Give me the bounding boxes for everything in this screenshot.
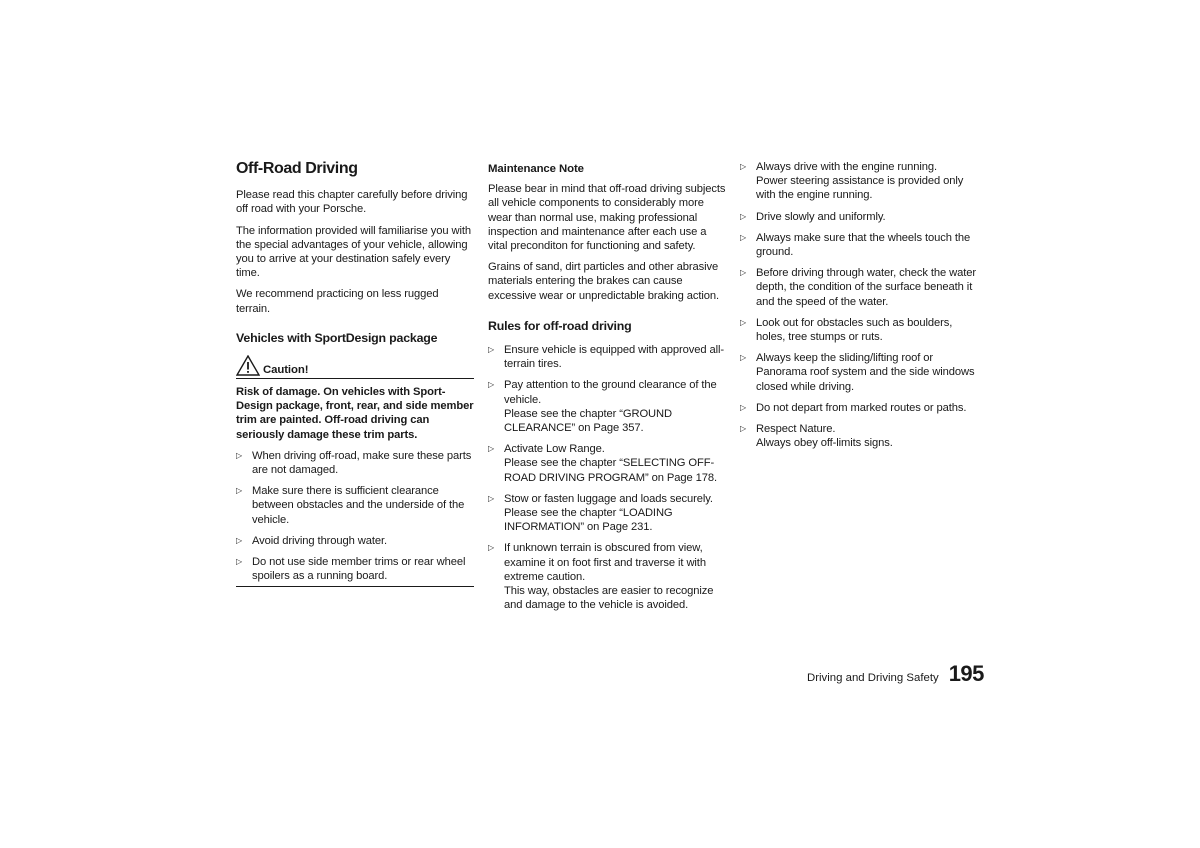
list-item: ▷ Look out for obstacles such as boulders, holes, tree stumps or ruts. [740, 316, 953, 344]
list-item: ▷ Do not depart from marked routes or paths. [740, 401, 967, 414]
intro-paragraph-2: The information provided will familiarise you with the special advantages of your vehicle, allowing you to arrive at your destination safely every time. [236, 224, 472, 280]
footer-section-title: Driving and Driving Safety [807, 672, 939, 684]
caution-label: Caution! [263, 364, 309, 377]
maintenance-heading: Maintenance Note [488, 163, 584, 175]
maintenance-paragraph-2: Grains of sand, dirt particles and other abrasive materials entering the brakes can cause excessive wear or unpredictable braking action. [488, 261, 719, 302]
bullet-triangle-icon: ▷ [740, 353, 747, 363]
list-item: ▷ Drive slowly and uniformly. [740, 210, 886, 223]
page-title: Off-Road Driving [236, 160, 358, 177]
list-item: ▷ Respect Nature. Always obey off-limits signs. [740, 423, 893, 450]
caution-bullet-list [236, 449, 474, 584]
bullet-triangle-icon: ▷ [740, 424, 747, 434]
sportdesign-heading: Vehicles with SportDesign package [236, 330, 438, 345]
page-number: 195 [948, 661, 984, 686]
bullet-triangle-icon: ▷ [740, 162, 747, 171]
bullet-triangle-icon: ▷ [488, 493, 495, 503]
list-item: ▷ Activate Low Range. Please see the chapter “SELECTING OFF-ROAD DRIVING PROGRAM” on Page 178. [488, 443, 717, 484]
caution-end-rule [236, 585, 474, 587]
bullet-triangle-icon: ▷ [740, 402, 747, 412]
rules-bullet-list-continued [740, 160, 978, 450]
list-item: ▷ Ensure vehicle is equipped with approved all-terrain tires. [488, 344, 725, 371]
warning-triangle-icon [236, 355, 260, 376]
bullet-triangle-icon: ▷ [236, 557, 243, 567]
list-item: ▷ Avoid driving through water. [236, 534, 388, 547]
list-item: ▷ Pay attention to the ground clearance of the vehicle. Please see the chapter “GROUND CLEARANCE” on Page 357. [488, 379, 717, 435]
bullet-triangle-icon: ▷ [488, 345, 495, 355]
column-1 [236, 160, 474, 587]
bullet-triangle-icon: ▷ [488, 444, 495, 454]
bullet-triangle-icon: ▷ [488, 380, 495, 390]
column-3 [740, 160, 978, 457]
bullet-triangle-icon: ▷ [236, 535, 243, 545]
list-item: ▷ Always make sure that the wheels touch the ground. [740, 231, 971, 259]
list-item: ▷ If unknown terrain is obscured from view, examine it on foot first and traverse it with extreme caution. This way, obstacles are easier to recognize and damage to the vehicle is avoided. [488, 542, 714, 612]
caution-header [236, 355, 474, 379]
page-footer [807, 661, 984, 687]
intro-paragraph-1: Please read this chapter carefully before driving off road with your Porsche. [236, 189, 468, 216]
column-2 [488, 160, 726, 619]
bullet-triangle-icon: ▷ [236, 450, 243, 460]
bullet-triangle-icon: ▷ [488, 543, 495, 553]
list-item: ▷ When driving off-road, make sure these parts are not damaged. [236, 449, 472, 477]
rules-bullet-list [488, 343, 726, 612]
maintenance-paragraph-1: Please bear in mind that off-road driving subjects all vehicle components to considerably more wear than normal use, making professional inspection and maintenance after each use a vital preconditon for functioning and safety. [488, 183, 726, 253]
rules-heading: Rules for off-road driving [488, 318, 632, 333]
list-item: ▷ Make sure there is sufficient clearance between obstacles and the underside of the vehicle. [236, 485, 465, 526]
caution-text: Risk of damage. On vehicles with Sport-Design package, front, rear, and side member trim are painted. Off-road driving can seriously damage these trim parts. [236, 386, 474, 441]
list-item: ▷ Before driving through water, check the water depth, the condition of the surface beneath it and the speed of the water. [740, 267, 976, 308]
bullet-triangle-icon: ▷ [740, 211, 747, 221]
bullet-triangle-icon: ▷ [740, 232, 747, 242]
bullet-triangle-icon: ▷ [740, 317, 747, 327]
intro-paragraph-3: We recommend practicing on less rugged terrain. [236, 288, 439, 315]
list-item: ▷ Always drive with the engine running. Power steering assistance is provided only with the engine running. [740, 161, 964, 202]
list-item: ▷ Do not use side member trims or rear wheel spoilers as a running board. [236, 556, 466, 583]
bullet-triangle-icon: ▷ [236, 486, 243, 496]
list-item: ▷ Stow or fasten luggage and loads securely. Please see the chapter “LOADING INFORMATION” on Page 231. [488, 492, 713, 534]
bullet-triangle-icon: ▷ [740, 268, 747, 278]
list-item: ▷ Always keep the sliding/lifting roof or Panorama roof system and the side windows closed while driving. [740, 352, 975, 393]
